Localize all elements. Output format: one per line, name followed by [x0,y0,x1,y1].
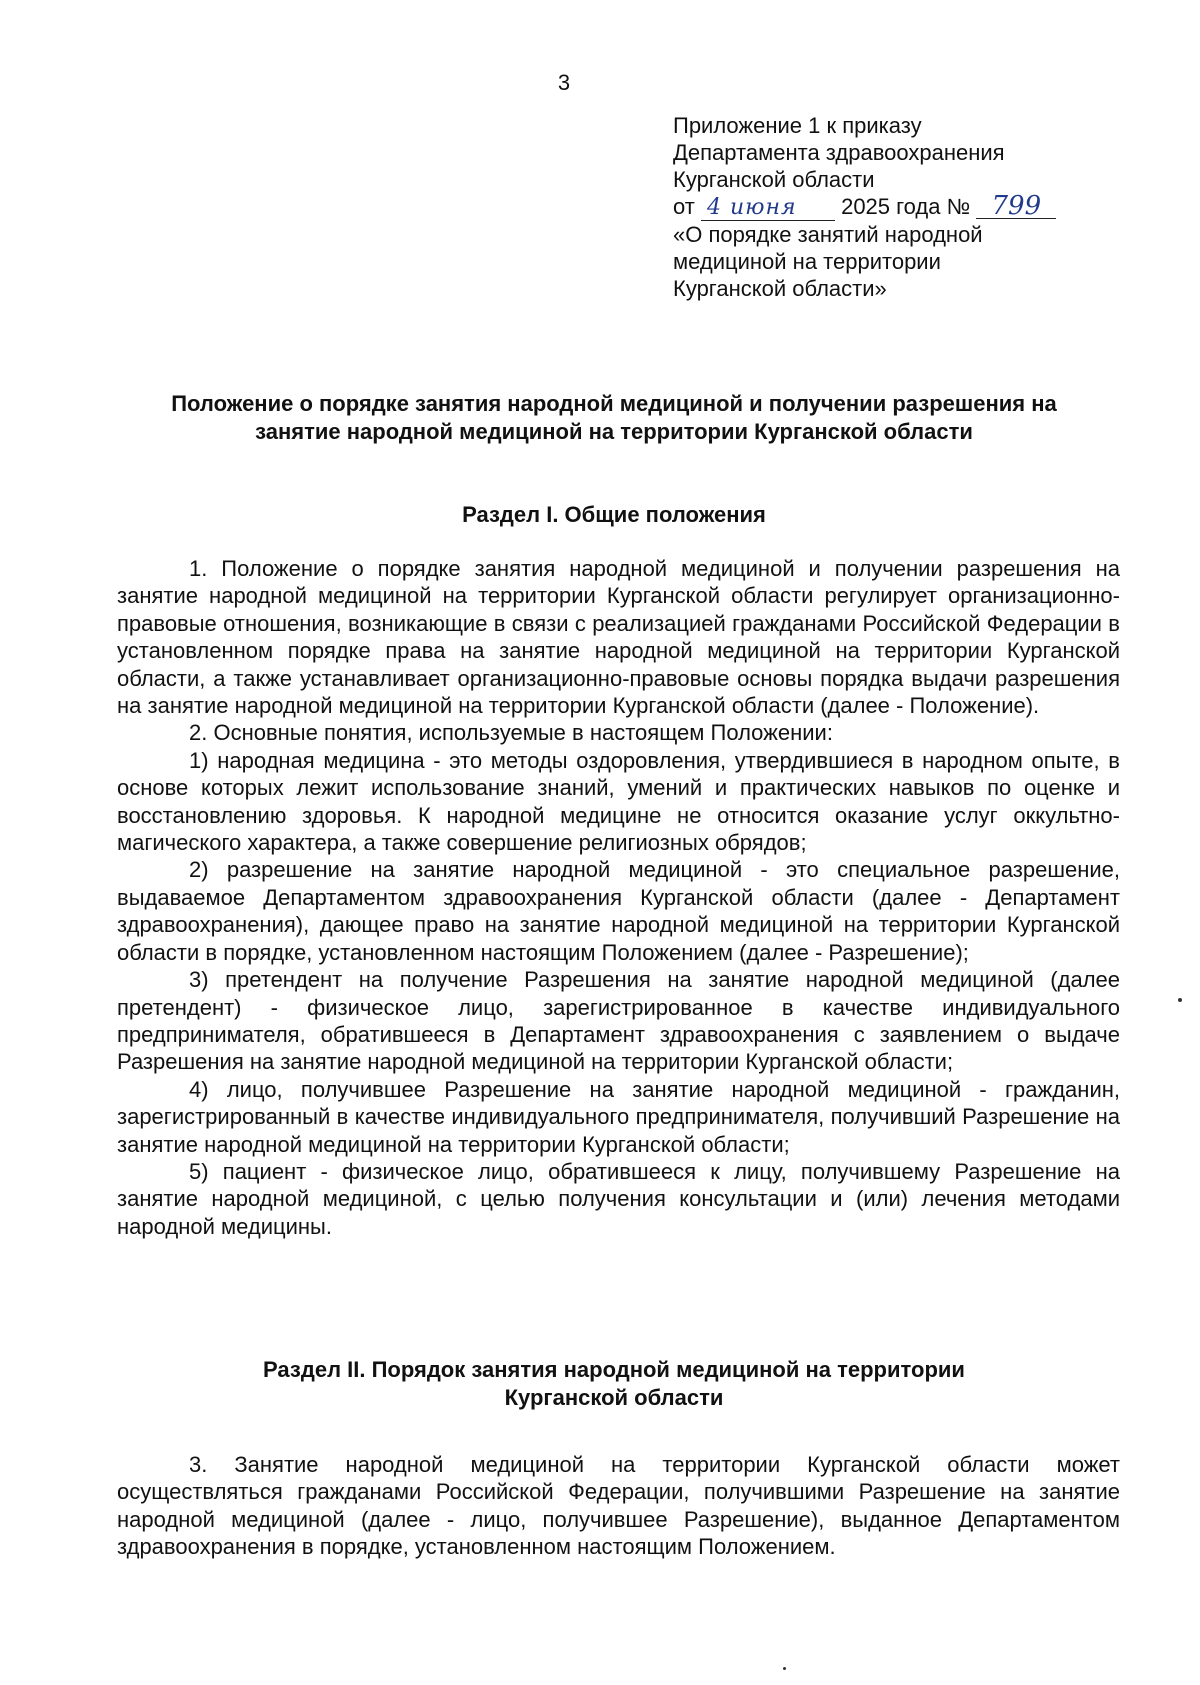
annex-line-2: Департамента здравоохранения [673,140,1005,165]
paragraph: 3) претендент на получение Разрешения на занятие народной медициной (далее претендент) - физическое лицо, зарегистрированное в качестве индивидуального предпринимателя, обратившееся в Департамент здравоохранения с заявлением о выдаче Разрешения на занятие народной медициной на территории Курганской области; [117,967,1120,1075]
section-1-body [117,555,1120,1240]
paragraph: 3. Занятие народной медициной на территории Курганской области может осуществляться гражданами Российской Федерации, получившими Разрешение на занятие народной медициной (далее - лицо, получившее Разрешение), выданное Департаментом здравоохранения в порядке, установленном настоящим Положением. [117,1452,1120,1560]
section-2-heading-line-2: Курганской области [504,1385,724,1410]
document-title [110,390,1118,446]
annex-line-1: Приложение 1 к приказу [673,113,922,138]
section-2-heading [110,1356,1118,1412]
section-1-heading: Раздел I. Общие положения [462,502,766,527]
paragraph: 1) народная медицина - это методы оздоровления, утвердившиеся в народном опыте, в основе которых лежит использование знаний, умений и практических навыков по оценке и восстановлению здоровья. К народной медицине не относится оказание услуг оккультно-магического характера, а также совершение религиозных обрядов; [117,747,1120,856]
annex-line-7: Курганской области» [673,276,887,301]
page-number: 3 [557,70,571,95]
paragraph: 1. Положение о порядке занятия народной медициной и получении разрешения на занятие народной медициной на территории Курганской области регулирует организационно-правовые отношения, возникающие в связи с реализацией гражданами Российской Федерации в установленном порядке права на занятие народной медициной на территории Курганской области, а также устанавливает организационно-правовые основы порядка выдачи разрешения на занятие народной медициной на территории Курганской области (далее - Положение). [117,556,1120,719]
paragraph: 5) пациент - физическое лицо, обратившееся к лицу, получившему Разрешение на занятие народной медициной, с целью получения консультации и (или) лечения методами народной медицины. [117,1158,1120,1239]
section-2-heading-line-1: Раздел II. Порядок занятия народной медициной на территории [263,1357,965,1382]
annex-line-3: Курганской области [673,167,875,192]
title-line-1: Положение о порядке занятия народной медициной и получении разрешения на [171,391,1057,416]
section-2-body [117,1451,1120,1561]
annex-date-year: 2025 года № [841,194,971,219]
annex-block [673,112,1133,302]
annex-line-6: медициной на территории [673,249,941,274]
title-line-2: занятие народной медициной на территории Курганской области [255,419,973,444]
scan-speck [783,1667,786,1670]
paragraph: 4) лицо, получившее Разрешение на занятие народной медициной - гражданин, зарегистрированный в качестве индивидуального предпринимателя, получивший Разрешение на занятие народной медициной на территории Курганской области; [117,1076,1120,1157]
annex-date-prefix: от [673,194,695,219]
handwritten-order-number: 799 [976,194,1056,219]
annex-date-line [673,193,1133,221]
paragraph: 2) разрешение на занятие народной медициной - это специальное разрешение, выдаваемое Департаментом здравоохранения Курганской области (далее - Департамент здравоохранения), дающее право на занятие народной медициной на территории Курганской области в порядке, установленном настоящим Положением (далее - Разрешение); [117,857,1120,965]
paragraph: 2. Основные понятия, используемые в настоящем Положении: [189,720,833,746]
annex-line-5: «О порядке занятий народной [673,222,983,247]
scan-speck [1178,998,1182,1002]
handwritten-date: 4 июня [701,196,835,221]
